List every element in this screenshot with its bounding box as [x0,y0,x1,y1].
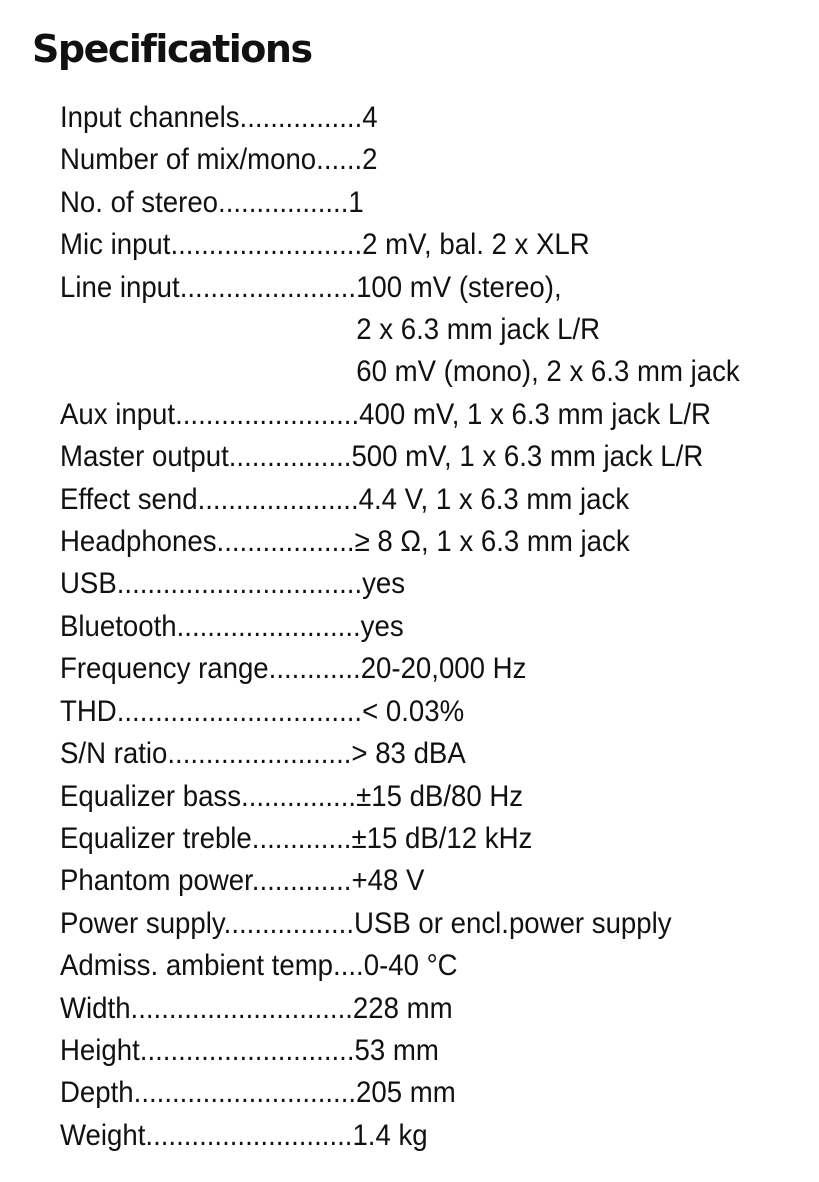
leader-dots: ........................... [145,1118,353,1152]
leader-dots: ...... [316,143,363,177]
spec-line [60,479,741,521]
spec-value: USB or encl.power supply [354,906,672,940]
spec-value: 205 mm [356,1076,456,1110]
spec-label: Admiss. ambient temp [60,949,334,983]
spec-line [60,1115,741,1157]
spec-line [60,224,741,266]
spec-label: USB [60,567,117,601]
spec-label: Phantom power [60,864,252,898]
spec-value-continuation [60,351,741,393]
spec-label: Frequency range [60,652,269,686]
spec-label: Width [60,991,131,1025]
leader-dots: ............................. [133,1076,357,1110]
spec-row-depth [60,1072,741,1114]
spec-list [60,97,741,1157]
spec-row-phantom-power [60,860,741,902]
spec-line [60,267,741,309]
spec-value: 500 mV, 1 x 6.3 mm jack L/R [351,440,704,474]
spec-label: Equalizer treble [60,821,252,855]
spec-line [60,733,741,775]
spec-line [60,988,741,1030]
spec-row-input-channels [60,97,741,139]
spec-value: yes [362,567,406,601]
spec-value: 53 mm [354,1033,439,1067]
spec-row-line-input [60,267,741,394]
spec-value: 400 mV, 1 x 6.3 mm jack L/R [359,397,711,431]
spec-line [60,1072,741,1114]
spec-row-bluetooth [60,606,741,648]
spec-row-power-supply [60,903,741,945]
spec-label: S/N ratio [60,737,168,771]
spec-label: Number of mix/mono [60,143,317,177]
leader-dots: ................. [218,185,349,219]
spec-value: 0-40 °C [363,949,458,983]
spec-line [60,97,741,139]
leader-dots: ................. [223,906,355,940]
spec-row-usb [60,563,741,605]
spec-row-height [60,1030,741,1072]
spec-row-thd [60,691,741,733]
spec-value: 1 [348,185,364,219]
spec-label: Effect send [60,482,198,516]
spec-row-sn-ratio [60,733,741,775]
spec-value: 4.4 V, 1 x 6.3 mm jack [358,482,630,516]
spec-label: Aux input [60,397,176,431]
spec-value-line: 2 x 6.3 mm jack L/R [356,313,601,347]
spec-label: Weight [60,1118,146,1152]
spec-label: Master output [60,440,229,474]
spec-line [60,903,741,945]
spec-value: ≥ 8 Ω, 1 x 6.3 mm jack [354,525,630,559]
spec-row-weight [60,1115,741,1157]
spec-label: Bluetooth [60,609,177,643]
leader-dots: ............. [251,821,352,855]
spec-row-number-of-mix-mono [60,139,741,181]
spec-value: < 0.03% [362,694,465,728]
spec-label: Equalizer bass [60,779,242,813]
spec-line [60,436,741,478]
spec-line [60,139,741,181]
spec-row-effect-send [60,479,741,521]
leader-dots: ..................... [197,482,359,516]
spec-label: Input channels [60,101,240,134]
spec-value: 4 [362,101,378,134]
leader-dots: ................ [239,101,363,134]
page-title: Specifications [32,27,312,71]
leader-dots: .... [333,949,364,983]
spec-value: 2 mV, bal. 2 x XLR [362,228,590,262]
spec-line [60,521,741,563]
spec-value: 2 [362,143,378,177]
spec-value: 20-20,000 Hz [360,652,527,686]
spec-line [60,182,741,224]
spec-label: No. of stereo [60,185,219,219]
spec-line [60,648,741,690]
spec-row-equalizer-bass [60,776,741,818]
leader-dots: ............................ [139,1033,355,1067]
spec-row-frequency-range [60,648,741,690]
spec-value-line: 60 mV (mono), 2 x 6.3 mm jack [356,355,740,389]
spec-line [60,860,741,902]
spec-value: 228 mm [352,991,453,1025]
leader-dots: ......................... [170,228,363,262]
spec-value: +48 V [351,864,425,898]
leader-dots: ................ [228,440,352,474]
leader-dots: ............................. [130,991,353,1025]
leader-dots: ........................ [176,609,361,643]
spec-label: Height [60,1033,140,1067]
spec-line [60,691,741,733]
spec-value: > 83 dBA [351,737,466,771]
spec-line [60,818,741,860]
leader-dots: ........................ [167,737,352,771]
spec-row-mic-input [60,224,741,266]
spec-row-equalizer-treble [60,818,741,860]
spec-row-admiss-ambient-temp [60,945,741,987]
leader-dots: ............. [251,864,352,898]
spec-line [60,606,741,648]
spec-line [60,945,741,987]
spec-value: ±15 dB/80 Hz [356,779,524,813]
spec-row-aux-input [60,394,741,436]
leader-dots: ................................ [116,567,363,601]
spec-label: THD [60,694,117,728]
leader-dots: ............... [241,779,357,813]
leader-dots: ............ [268,652,361,686]
spec-line [60,394,741,436]
spec-line [60,563,741,605]
spec-row-headphones [60,521,741,563]
spec-row-no-of-stereo [60,182,741,224]
leader-dots: ....................... [179,270,357,304]
spec-line [60,776,741,818]
spec-row-master-output [60,436,741,478]
spec-value: yes [360,609,404,643]
spec-label: Depth [60,1076,134,1110]
leader-dots: ........................ [175,397,360,431]
spec-label: Headphones [60,525,217,559]
spec-row-width [60,988,741,1030]
leader-dots: ................................ [116,694,363,728]
spec-value: 100 mV (stereo), [356,270,562,304]
spec-line [60,1030,741,1072]
leader-dots: .................. [216,525,355,559]
spec-label: Line input [60,270,180,304]
spec-label: Mic input [60,228,171,262]
spec-value: ±15 dB/12 kHz [351,821,533,855]
spec-value: 1.4 kg [352,1118,428,1152]
spec-value-continuation [60,309,741,351]
spec-label: Power supply [60,906,224,940]
